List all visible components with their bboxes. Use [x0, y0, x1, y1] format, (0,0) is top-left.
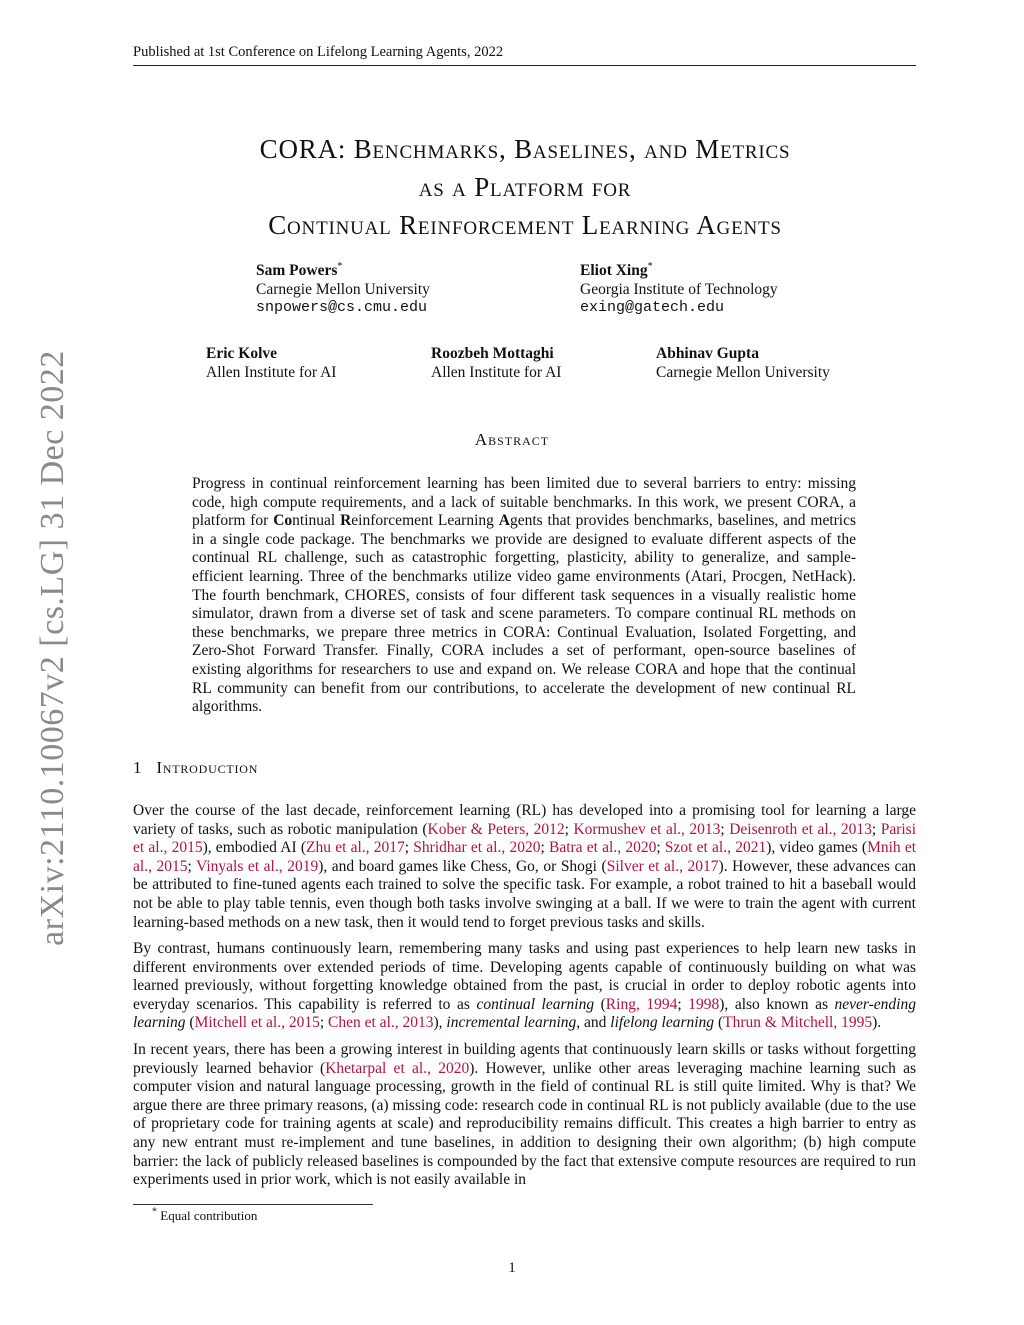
intro-paragraph-1: Over the course of the last decade, reinforcement learning (RL) has developed into a promising tool for learning a large variety of tasks, such as robotic manipulation (Kober & Peters, 2012; Kormushev et al., 2013; Deisenroth et al., 2013; Parisi et al., 2015), embodied AI (Zhu et al., 2017; Shridhar et al., 2020; Batra et al., 2020; Szot et al., 2021), video games (Mnih et al., 2015; Vinyals et al., 2019), and board games like Chess, Go, or Shogi (Silver et al., 2017). However, these advances can be attributed to fine-tuned agents each trained to solve the specific task. For example, a robot trained to hit a baseball would not be able to play table tennis, even though both tasks involve swinging at a ball. If we were to train the agent with current learning-based methods on a new task, then it would tend to forget previous tasks and skills.	[133, 802, 917, 931]
citation-link[interactable]: Szot et al., 2021	[664, 839, 767, 857]
footnote-rule	[133, 1204, 373, 1205]
section-number: 1	[133, 758, 143, 777]
section-heading-introduction	[133, 758, 258, 778]
citation-link[interactable]: Batra et al., 2020	[548, 839, 657, 857]
citation-link[interactable]: 1998	[688, 995, 720, 1013]
author-affiliation: Georgia Institute of Technology	[580, 280, 778, 298]
author-name: Abhinav Gupta	[656, 345, 759, 362]
citation-link[interactable]: Silver et al., 2017	[606, 857, 719, 875]
equal-contribution-mark: *	[647, 260, 653, 272]
footnote-mark: *	[152, 1206, 157, 1218]
author-affiliation: Allen Institute for AI	[431, 363, 562, 381]
author-affiliation: Carnegie Mellon University	[256, 280, 430, 298]
section-title: Introduction	[156, 758, 259, 777]
author-name: Eric Kolve	[206, 345, 278, 362]
paper-title	[140, 130, 910, 244]
author-block	[580, 262, 778, 318]
title-line-2: as a Platform for	[418, 172, 632, 202]
author-block	[206, 345, 336, 382]
citation-link[interactable]: Mnih et al., 2015	[133, 839, 917, 875]
author-name: Sam Powers	[256, 262, 338, 279]
citation-link[interactable]: Kober & Peters, 2012	[427, 820, 565, 838]
author-block	[256, 262, 430, 318]
citation-link[interactable]: Mitchell et al., 2015	[194, 1014, 320, 1032]
citation-link[interactable]: Thrun & Mitchell, 1995	[723, 1014, 873, 1032]
arxiv-stamp-text: arXiv:2110.10067v2 [cs.LG] 31 Dec 2022	[34, 350, 71, 946]
equal-contribution-mark: *	[337, 260, 343, 272]
citation-link[interactable]: Deisenroth et al., 2013	[729, 820, 872, 838]
citation-link[interactable]: Zhu et al., 2017	[306, 839, 405, 857]
author-block	[431, 345, 561, 382]
footnote	[152, 1208, 257, 1224]
author-affiliation: Carnegie Mellon University	[656, 363, 830, 381]
page-number: 1	[508, 1260, 516, 1276]
title-line-3: Continual Reinforcement Learning Agents	[268, 210, 782, 240]
title-line-1: CORA: Benchmarks, Baselines, and Metrics	[259, 134, 791, 164]
citation-link[interactable]: Shridhar et al., 2020	[413, 839, 541, 857]
author-email[interactable]: snpowers@cs.cmu.edu	[256, 299, 428, 316]
author-name: Roozbeh Mottaghi	[431, 345, 554, 362]
author-name: Eliot Xing	[580, 262, 648, 279]
citation-link[interactable]: Khetarpal et al., 2020	[325, 1059, 470, 1077]
citation-link[interactable]: Parisi et al., 2015	[133, 820, 917, 857]
footnote-text: Equal contribution	[160, 1208, 258, 1223]
citation-link[interactable]: Kormushev et al., 2013	[573, 820, 721, 838]
running-header: Published at 1st Conference on Lifelong Learning Agents, 2022	[133, 44, 504, 60]
abstract-body: Progress in continual reinforcement learning has been limited due to several barriers to entry: missing code, high compute requirements, and a lack of suitable benchmarks. In this work, we present CORA, a platform for Continual Reinforcement Learning Agents that provides benchmarks, baselines, and metrics in a single code package. The benchmarks we provide are designed to evaluate different aspects of the continual RL challenge, such as catastrophic forgetting, plasticity, ability to generalize, and sample-efficient learning. Three of the benchmarks utilize video game environments (Atari, Procgen, NetHack). The fourth benchmark, CHORES, consists of four different task sequences in a visually realistic home simulator, drawn from a diverse set of task and scene parameters. To compare continual RL methods on these benchmarks, we prepare three metrics in CORA: Continual Evaluation, Isolated Forgetting, and Zero-Shot Forward Transfer. Finally, CORA includes a set of performant, open-source baselines of existing algorithms for researchers to use and expand on. We release CORA and hope that the continual RL community can benefit from our contributions, to accelerate the development of new continual RL algorithms.	[192, 475, 857, 716]
intro-paragraph-3: In recent years, there has been a growing interest in building agents that continuously learn skills or tasks without forgetting previously learned behavior (Khetarpal et al., 2020). However, unlike other areas leveraging machine learning such as computer vision and natural language processing, growth in the field of continual RL is still quite limited. Why is that? We argue there are three primary reasons, (a) missing code: research code in continual RL is not publicly available (due to the use of proprietary code for training agents at scale) and reproducibility remains difficult. This creates a high barrier to entry as any new entrant must re-implement and tune baselines, in addition to designing their own algorithm; (b) high compute barrier: the lack of publicly released baselines is compounded by the fact that extensive compute resources are required to run experiments used in prior work, which is not easily available in	[133, 1041, 917, 1189]
citation-link[interactable]: Ring, 1994	[605, 995, 678, 1013]
author-email[interactable]: exing@gatech.edu	[580, 299, 725, 316]
intro-paragraph-2: By contrast, humans continuously learn, remembering many tasks and using past experiences to help learn new tasks in different environments over extended periods of time. Developing agents capable of continuously building on what was learned previously, without forgetting knowledge obtained from the past, is crucial in order to deploy robotic agents into everyday scenarios. This capability is referred to as continual learning (Ring, 1994; 1998), also known as never-ending learning (Mitchell et al., 2015; Chen et al., 2013), incremental learning, and lifelong learning (Thrun & Mitchell, 1995).	[133, 940, 916, 1032]
abstract-heading: Abstract	[474, 430, 550, 449]
author-affiliation: Allen Institute for AI	[206, 363, 337, 381]
citation-link[interactable]: Vinyals et al., 2019	[196, 857, 319, 875]
citation-link[interactable]: Chen et al., 2013	[328, 1014, 434, 1032]
header-rule	[133, 65, 916, 66]
author-block	[656, 345, 830, 382]
